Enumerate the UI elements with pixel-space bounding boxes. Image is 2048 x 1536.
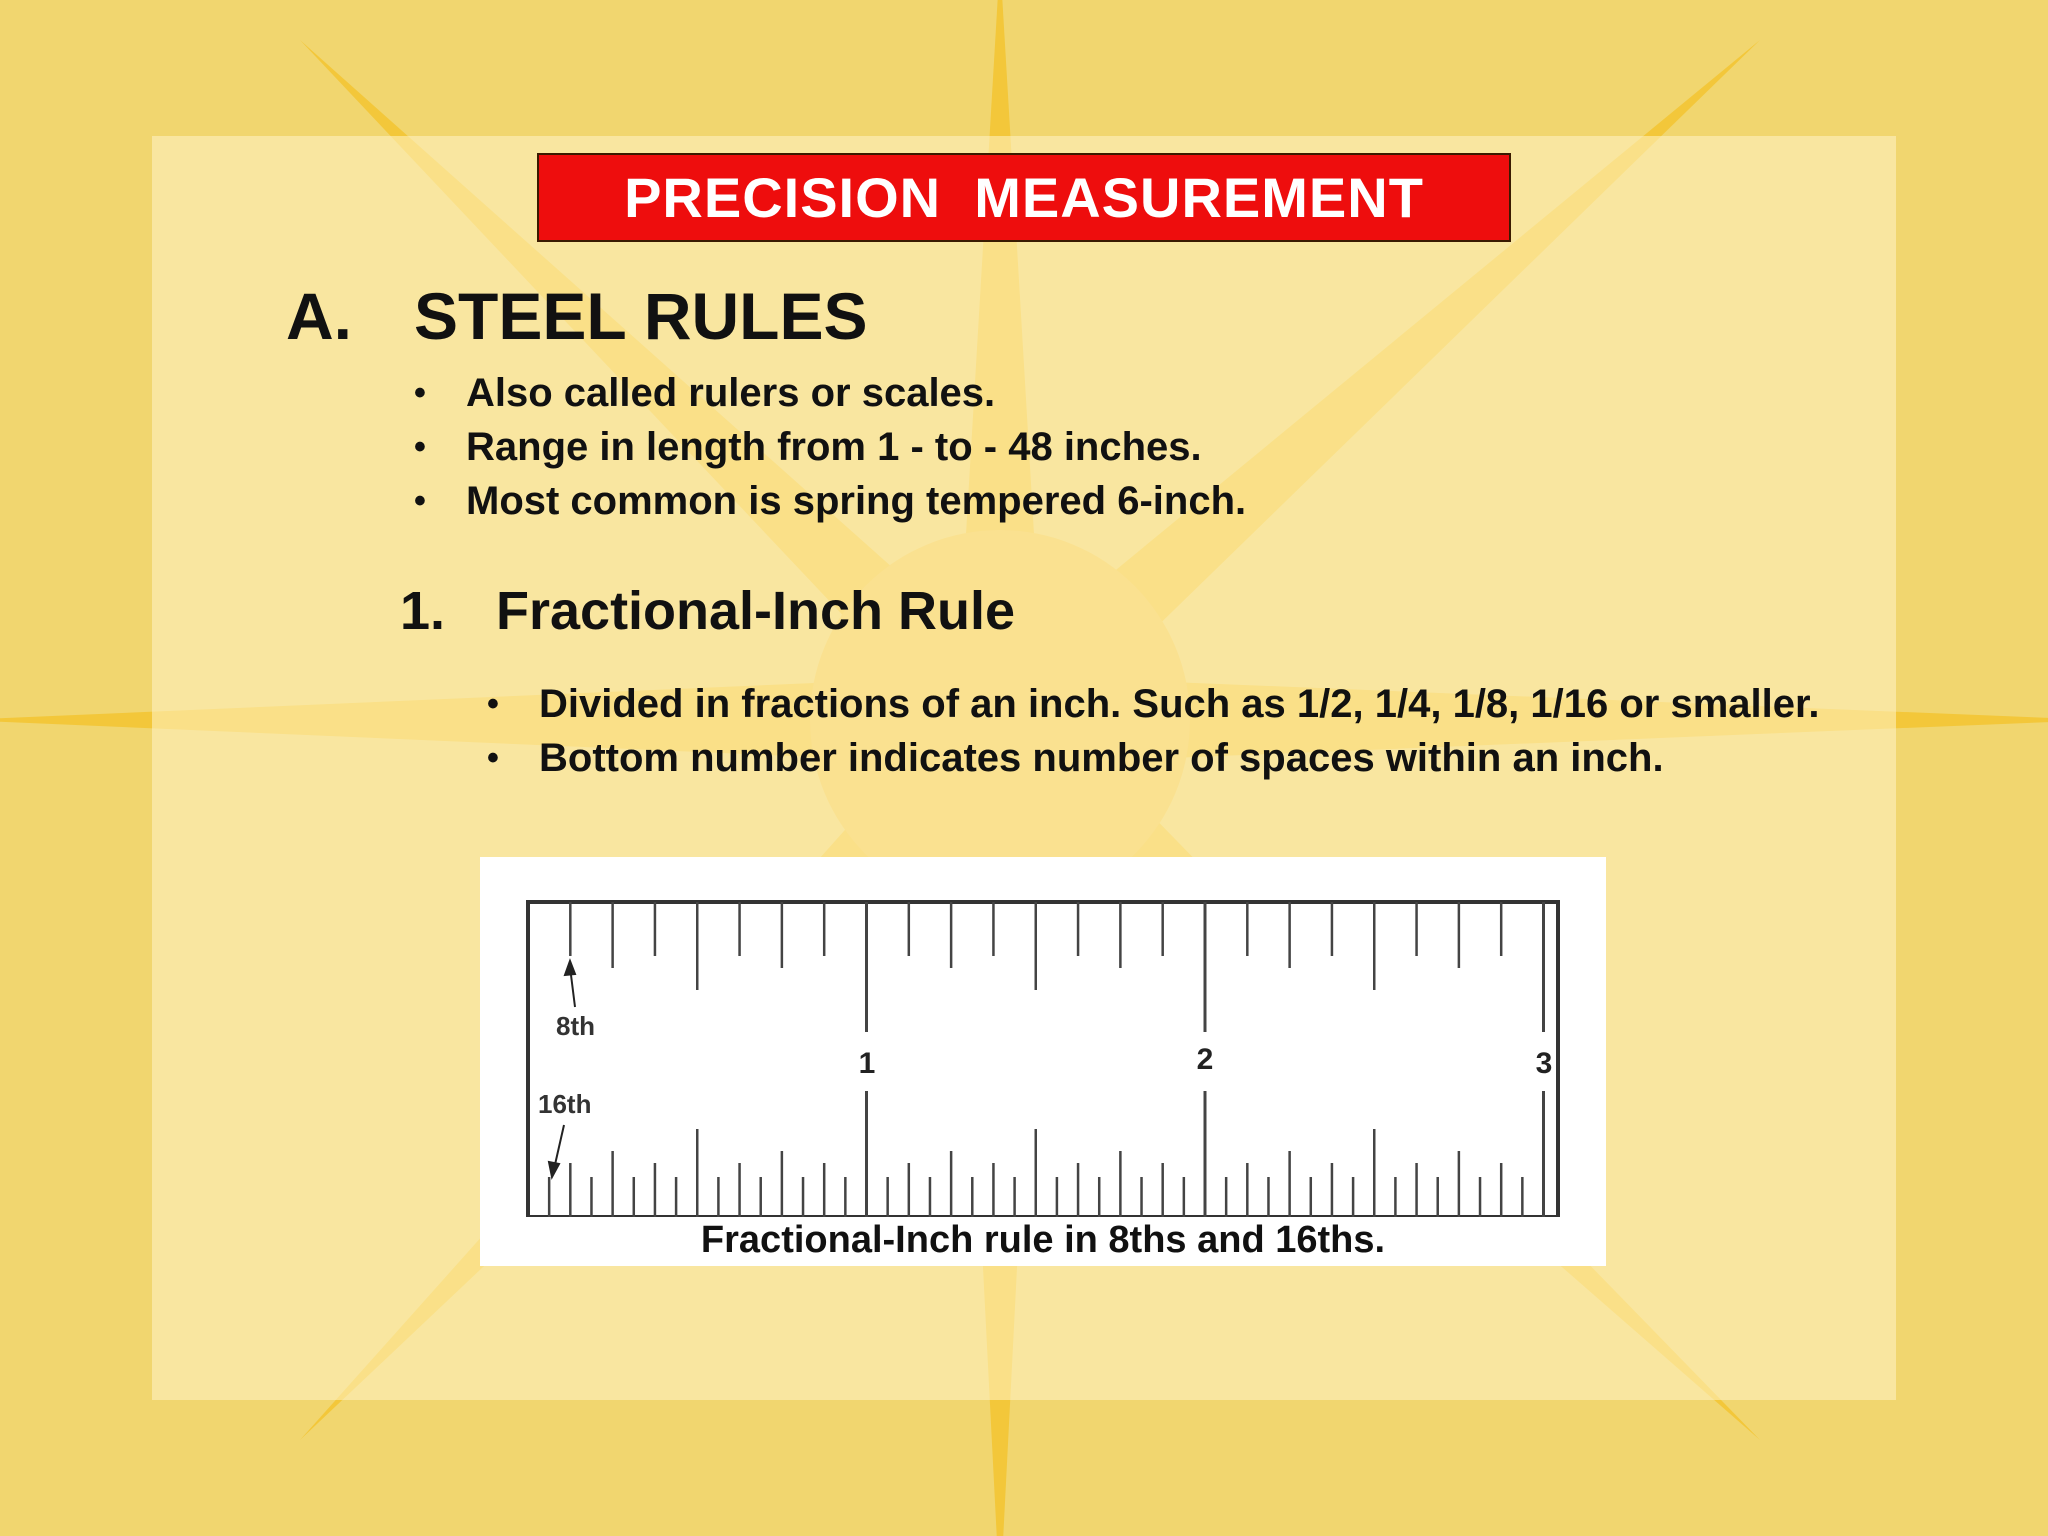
bullet-icon: • [414, 482, 426, 520]
subsection-number: 1. [400, 581, 446, 641]
bullet-icon: • [414, 428, 426, 466]
bullet-icon: • [414, 374, 426, 412]
subsection-title: Fractional-Inch Rule [496, 581, 1016, 641]
subsection-bullet-list [487, 677, 1820, 785]
inch-label-1: 1 [858, 1047, 876, 1080]
list-item [414, 420, 1246, 474]
list-item [487, 731, 1820, 785]
bullet-text: Bottom number indicates number of spaces within an inch. [539, 736, 1664, 780]
bullet-text: Also called rulers or scales. [466, 371, 996, 415]
section-heading [286, 278, 868, 354]
ruler-illustration [480, 857, 1606, 1217]
bullet-text: Divided in fractions of an inch. Such as 1/2, 1/4, 1/8, 1/16 or smaller. [539, 682, 1820, 726]
bullet-text: Range in length from 1 - to - 48 inches. [466, 425, 1202, 469]
inch-label-2: 2 [1196, 1043, 1214, 1076]
bullet-text: Most common is spring tempered 6-inch. [466, 479, 1247, 523]
section-title: STEEL RULES [414, 279, 868, 353]
list-item [487, 677, 1820, 731]
ruler-figure [480, 857, 1606, 1266]
bullet-icon: • [487, 685, 499, 723]
figure-caption: Fractional-Inch rule in 8ths and 16ths. [700, 1219, 1386, 1261]
bullet-icon: • [487, 739, 499, 777]
slide-title: PRECISION MEASUREMENT [537, 153, 1511, 242]
section-number: A. [286, 279, 352, 353]
eighth-label: 8th [556, 1011, 595, 1041]
ruler-body [528, 902, 1558, 1217]
inch-label-3: 3 [1535, 1047, 1553, 1080]
section-bullet-list [414, 366, 1247, 528]
list-item [414, 366, 1246, 420]
list-item [414, 474, 1247, 528]
sixteenth-label: 16th [538, 1089, 592, 1119]
subsection-heading [400, 580, 1015, 642]
